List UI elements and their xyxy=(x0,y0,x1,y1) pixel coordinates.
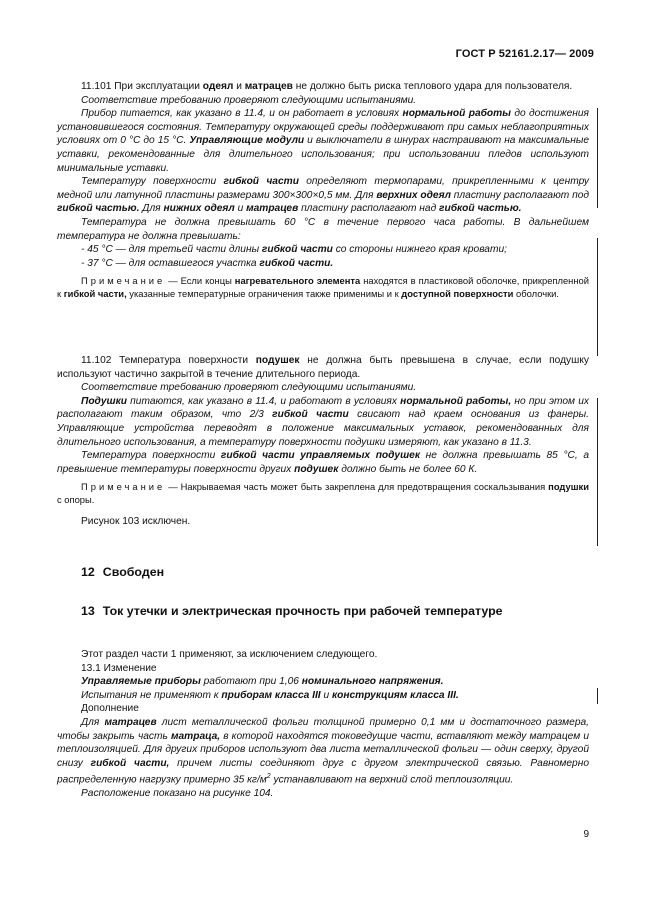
paragraph: 13.1 Изменение xyxy=(81,662,157,674)
figure-note: Рисунок 103 исключен. xyxy=(81,515,191,527)
paragraph: Расположение показано на рисунке 104. xyxy=(81,788,274,800)
paragraph: Соответствие требованию проверяют следующими испытаниями. xyxy=(81,94,417,106)
paragraph: Испытания не применяют к приборам класса III и конструкциям класса III. xyxy=(81,689,459,701)
paragraph: Дополнение xyxy=(81,703,139,715)
paragraph: Температуру поверхности гибкой части определяют термопарами, прикрепленными к центру медной или латунной пластины размерами 300×300×0,5 мм. Для верхних одеял пластину располагают под гибкой частью. Для нижних одеял и матрацев пластину располагают над гибкой частью. xyxy=(57,176,589,215)
change-bar xyxy=(597,398,598,546)
change-bar xyxy=(597,108,598,208)
paragraph: Соответствие требованию проверяют следующими испытаниями. xyxy=(81,382,417,394)
clause-11-102 xyxy=(57,354,589,528)
paragraph: Прибор питается, как указано в 11.4, и он работает в условиях нормальной работы до достижения установившегося состояния. Температуру окружающей среды поддерживают при самых неблагоприятных условиях от 0 °С до 15 °С. Управляющие модули и выключатели в шнурах настраивают на максимальные уставки, рекомендованные для длительного использования; при использовании пледов используют минимальные уставки. xyxy=(57,108,589,174)
change-bar xyxy=(597,238,598,356)
paragraph: 11.102 Температура поверхности подушек не должна быть превышена в случае, если подушку используют частично закрытой в течение длительного периода. xyxy=(57,355,589,380)
document-id: ГОСТ Р 52161.2.17— 2009 xyxy=(455,48,594,60)
note: Примечание — Накрываемая часть может быть закреплена для предотвращения соскальзывания подушки с опоры. xyxy=(57,481,589,505)
paragraph: Для матрацев лист металлической фольги толщиной примерно 0,1 мм и достаточного размера, чтобы закрыть часть матраца, в которой находятся токоведущие части, вставляют между матрацем и теплоизоляцией. Для других приборов используют два листа металлической фольги — один сверху, другой снизу гибкой части, причем листы соединяют друг с другом электрической связью. Равномерно распределенную нагрузку примерно 35 $кг/м^2$ устанавливают на верхний слой теплоизоляции. xyxy=(57,716,589,786)
paragraph: Температура не должна превышать 60 °С в течение первого часа работы. В дальнейшем температура не должна превышать: xyxy=(57,216,589,242)
paragraph: Подушки питаются, как указано в 11.4, и работают в условиях нормальной работы, но при этом их располагают таким образом, что 2/3 гибкой части свисают над краем основания из фанеры. Управляющие устройства переводят в положение максимальных уставок, рекомендованных для длительного использования, а температуру поверхности подушки измеряют, как указано в 11.3. xyxy=(57,395,589,448)
paragraph: Этот раздел части 1 применяют, за исключением следующего. xyxy=(81,649,378,660)
list-item: - 45 °С — для третьей части длины гибкой части со стороны нижнего края кровати; xyxy=(81,244,507,256)
note: Примечание — Если концы нагревательного элемента находятся в пластиковой оболочке, прикрепленной к гибкой части, указанные температурные ограничения также применимы и к доступной поверхности оболочки. xyxy=(57,275,589,299)
paragraph: 11.101 При эксплуатации одеял и матрацев не должно быть риска теплового удара для пользователя. xyxy=(81,81,573,92)
section-heading: 12 Свободен xyxy=(81,565,165,579)
paragraph: Температура поверхности гибкой части управляемых подушек не должна превышать 85 °С, а превышение температуры поверхности других подушек должно быть не более 60 К. xyxy=(57,450,589,475)
change-bar xyxy=(597,688,598,704)
paragraph: Управляемые приборы работают при 1,06 номинального напряжения. xyxy=(81,676,444,688)
section-heading: 13 Ток утечки и электрическая прочность при рабочей температуре xyxy=(81,604,503,618)
clause-11-101 xyxy=(57,80,589,301)
list-item: - 37 °С — для оставшегося участка гибкой части. xyxy=(81,257,334,269)
page-number: 9 xyxy=(583,829,589,840)
section-13-body xyxy=(57,648,589,801)
